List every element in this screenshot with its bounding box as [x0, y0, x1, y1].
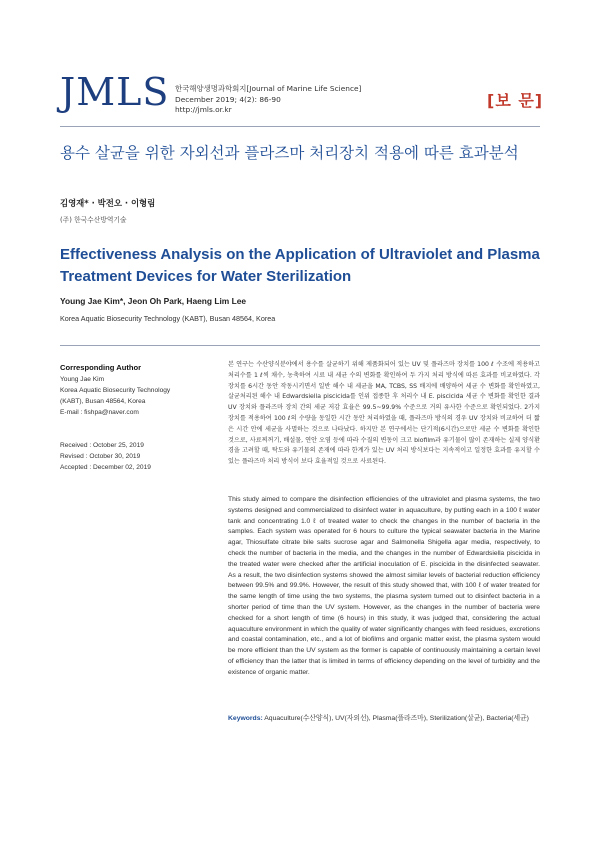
revised-date: Revised : October 30, 2019 — [60, 453, 141, 460]
received-date: Received : October 25, 2019 — [60, 442, 144, 449]
korean-title: 용수 살균을 위한 자외선과 플라즈마 처리장치 적용에 따른 효과분석 — [60, 144, 519, 162]
keywords — [228, 713, 540, 724]
english-title: Effectiveness Analysis on the Application of Ultraviolet and Plasma Treatment Devices for Water Sterilization — [60, 246, 540, 285]
journal-name: 한국해양생명과학회지[Journal of Marine Life Science] — [175, 84, 362, 93]
english-affiliation: Korea Aquatic Biosecurity Technology (KABT), Busan 48564, Korea — [60, 314, 276, 323]
keywords-label: Keywords: — [228, 715, 263, 722]
journal-url[interactable]: http://jmls.or.kr — [175, 105, 232, 114]
section-divider — [60, 345, 540, 346]
header-divider — [60, 126, 540, 127]
abstract-english: This study aimed to compare the disinfection efficiencies of the ultraviolet and plasma systems, the two systems designed and commercialized to disinfect water in aquaculture, by putting each in a 100 ℓ water tank and concentrating 1.0 ℓ of treated water to check the changes in the number of bacteria in the samples. Each system was operated for 6 hours to culture the typical seawater bacteria in the Marine agar, Thiosulfate citrate bile salts sucrose agar and Salmonella Shigella agar media, respectively, to check the number of bacteria in the media, and the changes in the number of Edwardsiella piscicida in the treated water were checked after the artificial inoculation of E. piscicida in the disinfected seawater. As a result, the two disinfection systems showed the almost similar levels of bacterial reduction efficiency between 99.5% and 99.9%. However, the result of this study showed that, with 100 ℓ of water treated for the same length of time using the two systems, the plasma system turned out to disinfect bacteria in a shorter period of time than the UV system. However, as the changes in the number of bacteria were checked for a short length of time (6 hours) in this study, it was judged that, considering the actual aquaculture environment in which the quality of water significantly changes with feed residues, excretions and coastal contamination, etc., and a lot of biofilms and organic matter exist, the plasma system would be more efficient than the UV system as the former is capable of continuously maintaining a certain level of efficiency than the latter that is limited in terms of efficiency depending on the level of turbidity and the existence of organic matter. — [228, 496, 540, 676]
journal-issue: December 2019; 4(2): 86-90 — [175, 94, 281, 104]
correspondence-panel — [60, 362, 220, 473]
korean-affiliation: (주) 한국수산방역기술 — [60, 216, 127, 224]
abstract-korean: 본 연구는 수산양식분야에서 용수를 살균하기 위해 제품화되어 있는 UV 및 플라즈마 장치를 100 ℓ 수조에 적용하고 처리수를 1 ℓ씩 채수, 농축하여 시료 내 세균 수의 변화를 확인하여 두 가지 처리 방식에 따른 효과를 비교하였다. 각 장치를 6시간 동안 작동시키면서 일반 해수 내 세균을 MA, TCBS, SS 배지에 배양하여 세균 수 변화를 확인하였고, 살균처리된 해수 내 Edwardsiella piscicida를 인위 접종한 후 처리수 내 E. piscicida 세균 수 변화를 확인한 결과 UV 장치와 플라즈마 장치 간의 세균 저감 효율은 99.5~99.9% 수준으로 거의 유사한 수준으로 확인되었다. 2가지 장치를 적용하여 100 ℓ의 수량을 동일한 시간 동안 처리하였을 때, 플라즈마 방식의 경우 UV 장치와 비교하여 더 짧은 시간 안에 세균을 사멸하는 것으로 나타났다. 하지만 본 연구에서는 단기적(6시간)으로만 세균 수 변화를 확인한 것으로, 사료찌꺼기, 배설물, 연안 오염 등에 따라 수질의 변동이 크고 biofilm과 유기물이 많이 존재하는 실제 양식환경을 고려할 때, 탁도와 유기물의 존재에 따라 한계가 있는 UV 처리 방식보다는 지속적이고 일정한 효과를 유지할 수 있는 플라즈마 처리 방식이 보다 효율적일 것으로 사료된다. — [228, 361, 540, 466]
korean-authors: 김영재* · 박전오 · 이형림 — [60, 198, 156, 208]
journal-info — [175, 84, 361, 116]
journal-logo: JMLS — [60, 70, 170, 114]
article-type-tag: [보 문] — [487, 91, 544, 110]
english-authors: Young Jae Kim*, Jeon Oh Park, Haeng Lim Lee — [60, 296, 247, 306]
dates-block — [60, 440, 220, 473]
accepted-date: Accepted : December 02, 2019 — [60, 464, 151, 471]
correspondence-email[interactable]: E-mail : fishpa@naver.com — [60, 409, 139, 416]
correspondence-name: Young Jae Kim — [60, 376, 105, 383]
correspondence-org: Korea Aquatic Biosecurity Technology — [60, 387, 171, 394]
correspondence-address: (KABT), Busan 48564, Korea — [60, 398, 146, 405]
correspondence-heading: Corresponding Author — [60, 363, 142, 372]
keywords-list: Aquaculture(수산양식), UV(자외선), Plasma(플라즈마), Sterilization(살균), Bacteria(세균) — [264, 715, 529, 722]
